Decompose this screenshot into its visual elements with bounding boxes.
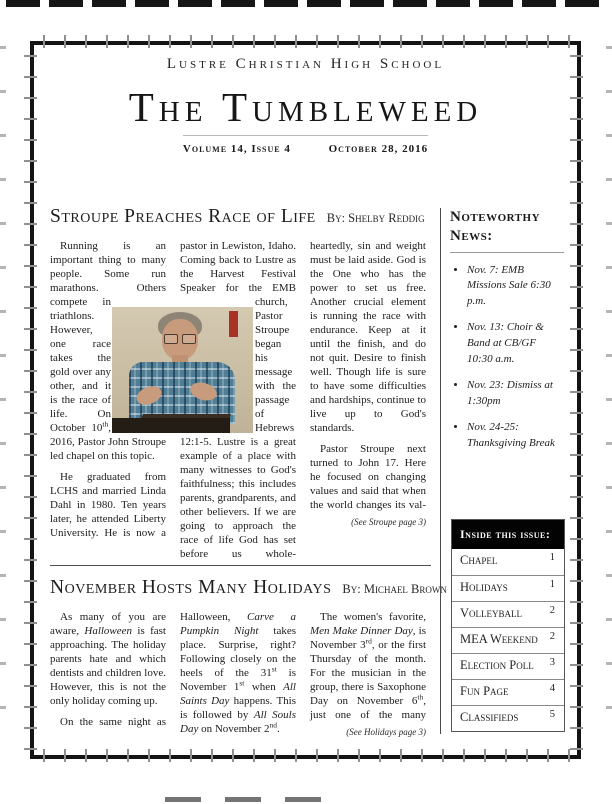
noteworthy-news-panel bbox=[450, 208, 564, 463]
noteworthy-news-rule bbox=[450, 252, 564, 253]
article-holidays-column-1: As many of you are aware, Halloween is fast approaching. The holiday parents hate and which dentists and children love. However, this is not the only holiday coming up. On the same night as bbox=[50, 611, 166, 728]
noteworthy-item: • Nov. 24-25: Thanksgiving Break bbox=[467, 420, 564, 451]
noteworthy-item: • Nov. 13: Choir & Band at CB/GF 10:30 a.m. bbox=[467, 320, 564, 367]
noteworthy-news-title: Noteworthy News: bbox=[450, 209, 541, 244]
photo-podium bbox=[112, 418, 230, 433]
scan-edge-ticks-right bbox=[606, 46, 612, 736]
inside-issue-row bbox=[452, 549, 564, 575]
article-stroupe-column-1: Running is an important thing to many people. Some run marathons. Others compete in triathlons. However, one race takes the gold over any other, and it is the race of life. On October 10th, 2016, Pastor John Stroupe led chapel on this topic. He graduated from LCHS and married Linda Dahl in 1980. Ten years later, he attended Liberty University. He is now a bbox=[50, 240, 166, 539]
inside-this-issue-box bbox=[451, 519, 565, 732]
scan-edge-ticks-left bbox=[0, 46, 6, 736]
inside-issue-label: Classifieds bbox=[460, 710, 519, 724]
volume-issue: Volume 14, Issue 4 bbox=[182, 143, 291, 155]
article-stroupe-headline: Stroupe Preaches Race of Life bbox=[50, 206, 316, 227]
photo-background-object bbox=[229, 311, 238, 337]
inside-issue-label: MEA Weekend bbox=[460, 632, 538, 646]
inside-issue-row bbox=[452, 575, 564, 601]
continuation-note-holidays: (See Holidays page 3) bbox=[346, 727, 426, 737]
article-holidays-column-2: Halloween, Carve a Pumpkin Night takes place. Surprise, right? Following closely on the heels of the 31st is November 1st when All Saints Day happens. This is followed by All Souls Day on November 2nd. bbox=[180, 611, 296, 735]
article-holidays-column-3-text: The women's favorite, Men Make Dinner Day, is November 3rd, or the first Thursday of the month. For the musician in the group, there is Saxophone Day on November 6th, just one of the many bbox=[310, 611, 426, 721]
inside-this-issue-header: Inside this issue: bbox=[452, 520, 564, 549]
border-ticks-top bbox=[24, 35, 587, 48]
article-holidays-headline-row bbox=[50, 576, 447, 601]
article-holidays-headline: November Hosts Many Holidays bbox=[50, 577, 332, 598]
noteworthy-item: • Nov. 23: Dismiss at 1:30pm bbox=[467, 378, 564, 409]
border-ticks-left bbox=[24, 36, 37, 756]
article-divider-rule bbox=[50, 565, 431, 566]
inside-issue-row bbox=[452, 627, 564, 653]
inside-issue-page: 2 bbox=[549, 631, 555, 642]
sidebar-divider-rule bbox=[440, 208, 441, 734]
school-name: Lustre Christian High School bbox=[166, 56, 445, 72]
inside-issue-label: Election Poll bbox=[460, 658, 534, 672]
inside-issue-label: Holidays bbox=[460, 580, 508, 594]
inside-issue-page: 2 bbox=[549, 605, 555, 616]
article-stroupe-column-2: pastor in Lewiston, Idaho. Coming back to Lustre as the Harvest Festival Speaker for the EMB church, Pastor Stroupe began his message with the passage of Hebrews 12:1-5. Lustre is a great example of a place with many witnesses to God's faithfulness; this includes parents, grandparents, and other believers. If we are going to approach the race of life God has set before us whole- bbox=[180, 240, 296, 560]
issue-date: October 28, 2016 bbox=[328, 143, 429, 155]
inside-issue-label: Fun Page bbox=[460, 684, 509, 698]
masthead-rule bbox=[183, 135, 428, 136]
inside-issue-row bbox=[452, 705, 564, 731]
inside-issue-page: 1 bbox=[549, 579, 555, 590]
article-stroupe-byline: By: Shelby Reddig bbox=[326, 211, 425, 225]
issue-line bbox=[40, 143, 571, 155]
inside-issue-label: Chapel bbox=[460, 553, 498, 567]
photo-speaker-glasses bbox=[164, 334, 196, 343]
chapel-speaker-photo bbox=[112, 307, 253, 433]
article-holidays-byline: By: Michael Brown bbox=[342, 582, 447, 596]
inside-issue-page: 1 bbox=[549, 552, 555, 563]
inside-issue-row bbox=[452, 653, 564, 679]
article-holidays-column-3 bbox=[310, 610, 426, 739]
noteworthy-item: • Nov. 7: EMB Missions Sale 6:30 p.m. bbox=[467, 263, 564, 310]
article-holidays-columns bbox=[50, 610, 428, 739]
border-ticks-right bbox=[570, 36, 583, 756]
inside-issue-label: Volleyball bbox=[460, 606, 523, 620]
inside-issue-row bbox=[452, 679, 564, 705]
border-ticks-bottom bbox=[24, 749, 587, 762]
scan-edge-dashes-top bbox=[6, 0, 606, 7]
noteworthy-news-list bbox=[450, 263, 564, 452]
inside-issue-page: 3 bbox=[549, 657, 555, 668]
article-holidays bbox=[50, 576, 447, 739]
inside-issue-page: 5 bbox=[549, 709, 555, 720]
continuation-note-stroupe: (See Stroupe page 3) bbox=[351, 517, 426, 527]
article-stroupe-column-3 bbox=[310, 239, 426, 561]
article-stroupe-headline-row bbox=[50, 205, 428, 230]
article-stroupe-column-3-text: heartedly, sin and weight must be laid aside. God is the One who has the power to set us free. Another crucial element is running the race with endurance. Keep at it until the finish, and do not quit. Desire to finish well. Though life is sure to have some difficulties and hardships, continue to live up to God's standards. Pastor Stroupe next turned to John 17. Here he focused on changing values and said that when the world changes its val- bbox=[310, 240, 426, 511]
newspaper-title: The Tumbleweed bbox=[128, 84, 483, 130]
masthead bbox=[40, 56, 571, 155]
photo-wrap-spacer bbox=[166, 239, 167, 308]
scan-edge-dashes-bottom bbox=[165, 797, 325, 802]
inside-issue-page: 4 bbox=[549, 683, 555, 694]
inside-issue-row bbox=[452, 601, 564, 627]
